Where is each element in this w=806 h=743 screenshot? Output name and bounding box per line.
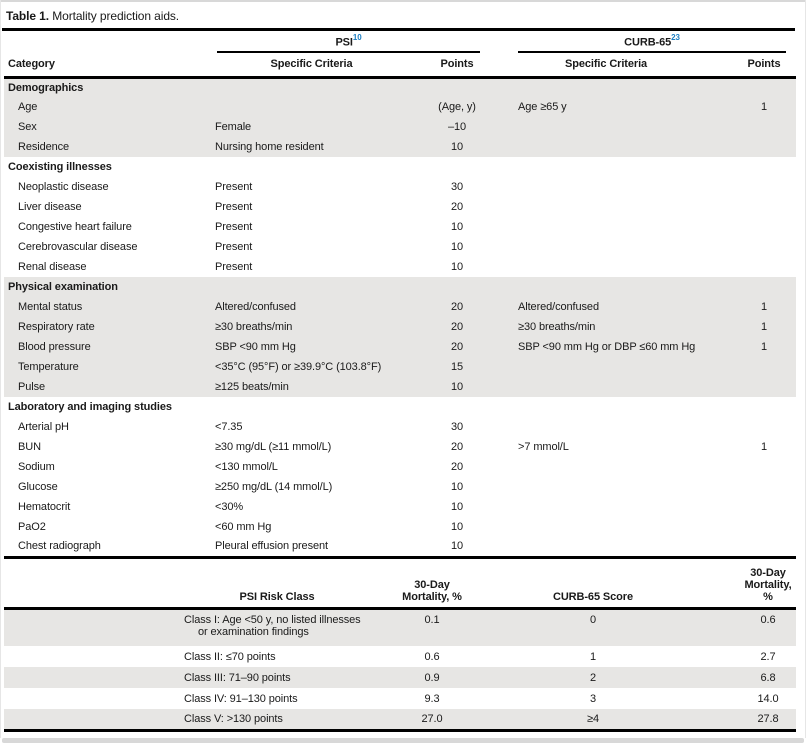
psi-risk-class-line1: Class V: >130 points (184, 712, 283, 725)
psi-mortality-header (370, 559, 494, 609)
curb-points-cell (712, 217, 796, 237)
curb-points-cell (712, 517, 796, 537)
table-row (4, 237, 796, 257)
curb-criteria-cell (500, 117, 712, 137)
table-row (4, 217, 796, 237)
section-header-row (4, 157, 796, 177)
section-header-row (4, 397, 796, 417)
curb-criteria-cell: Altered/confused (500, 297, 712, 317)
psi-points-cell: (Age, y) (414, 97, 500, 117)
psi-points-cell: 10 (450, 481, 464, 493)
category-cell: Renal disease (18, 261, 87, 273)
table-row (4, 117, 796, 137)
table-row (4, 517, 796, 537)
curb-criteria-cell (500, 457, 712, 477)
table-row (4, 337, 796, 357)
psi-label: PSI (335, 37, 353, 49)
section-header-row (4, 277, 796, 297)
page-bottom-edge (2, 738, 804, 743)
psi-criteria-cell: ≥30 mg/dL (≥11 mmol/L) (215, 441, 332, 453)
risk-table-row (4, 608, 796, 646)
curb-criteria-cell: ≥30 breaths/min (500, 317, 712, 337)
psi-criteria-cell: Present (215, 221, 253, 233)
category-cell: PaO2 (18, 521, 46, 533)
psi-mortality-cell: 9.3 (424, 692, 440, 705)
curb-criteria-cell (500, 377, 712, 397)
curb-score-cell: ≥4 (494, 709, 692, 730)
psi-risk-class-line1: Class III: 71–90 points (184, 671, 291, 684)
psi-points-cell: 10 (450, 221, 464, 233)
page-top-edge (0, 0, 806, 2)
curb-points-cell (712, 177, 796, 197)
curb-score-cell: 1 (589, 650, 597, 663)
curb-criteria-cell (500, 197, 712, 217)
curb-criteria-column-header: Specific Criteria (500, 53, 712, 77)
psi-risk-class-line1: Class IV: 91–130 points (184, 692, 298, 705)
category-cell: Hematocrit (18, 501, 71, 513)
section-title: Demographics (4, 77, 796, 97)
curb-points-cell (712, 357, 796, 377)
curb-mortality-cell: 27.8 (692, 709, 796, 730)
risk-table-row (4, 709, 796, 730)
curb65-score-header: CURB-65 Score (494, 559, 692, 609)
curb-mortality-header-line1: 30-Day (750, 566, 786, 579)
category-cell: Residence (4, 137, 209, 157)
category-cell: Neoplastic disease (18, 181, 109, 193)
psi-points-cell: 20 (450, 441, 464, 453)
psi-criteria-cell: <130 mmol/L (215, 461, 278, 473)
psi-points-cell: 10 (414, 137, 500, 157)
curb-mortality-cell: 6.8 (692, 667, 796, 688)
curb-points-cell (712, 497, 796, 517)
psi-criteria-cell: Altered/confused (209, 297, 414, 317)
psi-criteria-cell: SBP <90 mm Hg (209, 337, 414, 357)
group-header-row (4, 31, 796, 53)
category-cell: Liver disease (18, 201, 82, 213)
psi-criteria-cell: Present (215, 241, 253, 253)
curb-points-cell (712, 477, 796, 497)
psi-criteria-cell: Nursing home resident (209, 137, 414, 157)
table-row (4, 137, 796, 157)
section-title: Laboratory and imaging studies (8, 401, 172, 413)
curb-criteria-cell (500, 517, 712, 537)
curb65-reference-superscript: 23 (671, 33, 680, 43)
curb-mortality-cell: 0.6 (692, 608, 796, 646)
curb-criteria-cell (500, 237, 712, 257)
category-cell: Chest radiograph (18, 540, 101, 553)
curb-score-cell: 3 (589, 692, 597, 705)
curb-criteria-cell (500, 217, 712, 237)
group-header-spacer (4, 31, 209, 53)
psi-risk-class-line1: Class I: Age <50 y, no listed illnesses (184, 613, 361, 626)
psi-criteria-cell: Pleural effusion present (215, 540, 328, 553)
curb-points-cell (712, 377, 796, 397)
psi-reference-superscript: 10 (352, 33, 362, 43)
category-cell: Sodium (18, 461, 55, 473)
psi-criteria-cell: Present (215, 181, 253, 193)
psi-mortality-cell: 27.0 (370, 709, 494, 730)
table-caption-text: Mortality prediction aids. (49, 9, 180, 23)
category-cell: BUN (18, 441, 41, 453)
psi-criteria-cell: ≥30 breaths/min (209, 317, 414, 337)
psi-points-cell: 10 (450, 261, 464, 273)
psi-criteria-cell: ≥250 mg/dL (14 mmol/L) (215, 481, 333, 493)
curb-points-cell (712, 137, 796, 157)
curb-points-cell: 1 (712, 297, 796, 317)
psi-points-column-header: Points (414, 53, 500, 77)
category-cell: Respiratory rate (4, 317, 209, 337)
curb-criteria-cell: >7 mmol/L (518, 441, 569, 453)
risk-table-row (4, 667, 796, 688)
table-number: Table 1. (6, 9, 49, 23)
psi-points-cell: 20 (414, 337, 500, 357)
risk-table-body (4, 608, 796, 730)
curb-criteria-cell (500, 417, 712, 437)
psi-criteria-cell: <7.35 (215, 421, 243, 433)
section-title: Physical examination (4, 277, 796, 297)
psi-mortality-cell: 0.6 (424, 650, 440, 663)
curb-points-cell (712, 457, 796, 477)
curb-criteria-cell (500, 497, 712, 517)
psi-criteria-cell (209, 97, 414, 117)
category-column-header: Category (4, 53, 209, 77)
category-cell: Blood pressure (4, 337, 209, 357)
curb-points-cell (712, 257, 796, 277)
category-cell: Pulse (4, 377, 209, 397)
table-row (4, 197, 796, 217)
psi-risk-class-cell (4, 646, 370, 667)
curb-points-cell (712, 197, 796, 217)
curb-points-cell (712, 117, 796, 137)
psi-risk-class-cell (4, 709, 370, 730)
table-row (4, 457, 796, 477)
psi-points-cell: 30 (450, 421, 464, 433)
curb-criteria-cell (500, 257, 712, 277)
risk-table-row (4, 688, 796, 709)
psi-points-cell: 30 (450, 181, 464, 193)
psi-risk-class-line1: Class II: ≤70 points (184, 650, 276, 663)
category-cell: Sex (4, 117, 209, 137)
psi-points-cell: –10 (414, 117, 500, 137)
category-cell: Mental status (4, 297, 209, 317)
curb-points-cell (712, 417, 796, 437)
curb-score-cell: 0 (494, 608, 692, 646)
psi-risk-class-header: PSI Risk Class (4, 559, 370, 609)
curb-criteria-cell (500, 357, 712, 377)
main-table-body (4, 77, 796, 557)
curb-criteria-cell (500, 177, 712, 197)
category-cell: Congestive heart failure (18, 221, 132, 233)
psi-points-cell: 10 (450, 540, 464, 553)
psi-criteria-cell: ≥125 beats/min (209, 377, 414, 397)
psi-points-cell: 10 (450, 521, 464, 533)
column-header-row (4, 53, 796, 77)
psi-points-cell: 15 (414, 357, 500, 377)
psi-points-cell: 20 (414, 297, 500, 317)
curb-criteria-cell (500, 537, 712, 557)
psi-criteria-cell: Present (215, 201, 253, 213)
table-row (4, 317, 796, 337)
risk-class-mortality-table (4, 559, 796, 732)
curb-points-cell (712, 237, 796, 257)
psi-mortality-header-line2: Mortality, % (402, 590, 462, 603)
psi-mortality-cell: 0.1 (370, 608, 494, 646)
curb-points-cell: 1 (712, 337, 796, 357)
psi-points-cell: 10 (414, 377, 500, 397)
table-caption (2, 0, 795, 31)
psi-criteria-column-header: Specific Criteria (209, 53, 414, 77)
category-cell: Age (4, 97, 209, 117)
section-header-row (4, 77, 796, 97)
psi-points-cell: 10 (450, 501, 464, 513)
curb-points-cell (712, 537, 796, 557)
curb-criteria-cell: Age ≥65 y (500, 97, 712, 117)
psi-criteria-cell: Female (209, 117, 414, 137)
curb-criteria-cell: SBP <90 mm Hg or DBP ≤60 mm Hg (500, 337, 712, 357)
table-row (4, 297, 796, 317)
table-row (4, 477, 796, 497)
psi-criteria-cell: <60 mm Hg (215, 521, 272, 533)
psi-risk-class-cell (4, 608, 370, 646)
category-cell: Temperature (4, 357, 209, 377)
curb65-label: CURB-65 (624, 37, 672, 49)
curb-points-cell: 1 (761, 441, 768, 453)
risk-table-row (4, 646, 796, 667)
psi-risk-class-cell (4, 667, 370, 688)
psi-points-cell: 20 (414, 317, 500, 337)
curb-criteria-cell (500, 137, 712, 157)
table-row (4, 97, 796, 117)
psi-points-cell: 10 (450, 241, 464, 253)
psi-mortality-header-line1: 30-Day (414, 578, 450, 591)
psi-criteria-cell: <30% (215, 501, 244, 513)
curb-mortality-header-line2: Mortality, % (744, 578, 792, 603)
category-cell: Cerebrovascular disease (18, 241, 138, 253)
table-row (4, 377, 796, 397)
risk-header-row (4, 559, 796, 609)
psi-risk-class-line2: or examination findings (198, 625, 309, 638)
table-row (4, 257, 796, 277)
curb-points-column-header: Points (712, 53, 796, 77)
curb-score-cell: 2 (494, 667, 692, 688)
curb-points-cell: 1 (712, 317, 796, 337)
curb-mortality-header (692, 559, 796, 609)
curb-mortality-cell: 2.7 (760, 650, 776, 663)
page-left-edge (0, 0, 1, 738)
curb65-group-header (500, 31, 796, 53)
table-row (4, 497, 796, 517)
psi-mortality-cell: 0.9 (370, 667, 494, 688)
psi-criteria-cell: Present (215, 261, 253, 273)
psi-points-cell: 20 (450, 461, 464, 473)
table-row (4, 177, 796, 197)
curb-mortality-cell: 14.0 (757, 692, 779, 705)
curb-criteria-cell (500, 477, 712, 497)
mortality-prediction-table (4, 31, 796, 559)
table-row (4, 357, 796, 377)
psi-risk-class-cell (4, 688, 370, 709)
table-row (4, 417, 796, 437)
category-cell: Arterial pH (18, 421, 69, 433)
psi-group-header (209, 31, 500, 53)
psi-points-cell: 20 (450, 201, 464, 213)
table-row (4, 537, 796, 557)
table-row (4, 437, 796, 457)
category-cell: Glucose (18, 481, 58, 493)
curb-points-cell: 1 (712, 97, 796, 117)
psi-criteria-cell: <35°C (95°F) or ≥39.9°C (103.8°F) (209, 357, 414, 377)
section-title: Coexisting illnesses (8, 161, 112, 173)
